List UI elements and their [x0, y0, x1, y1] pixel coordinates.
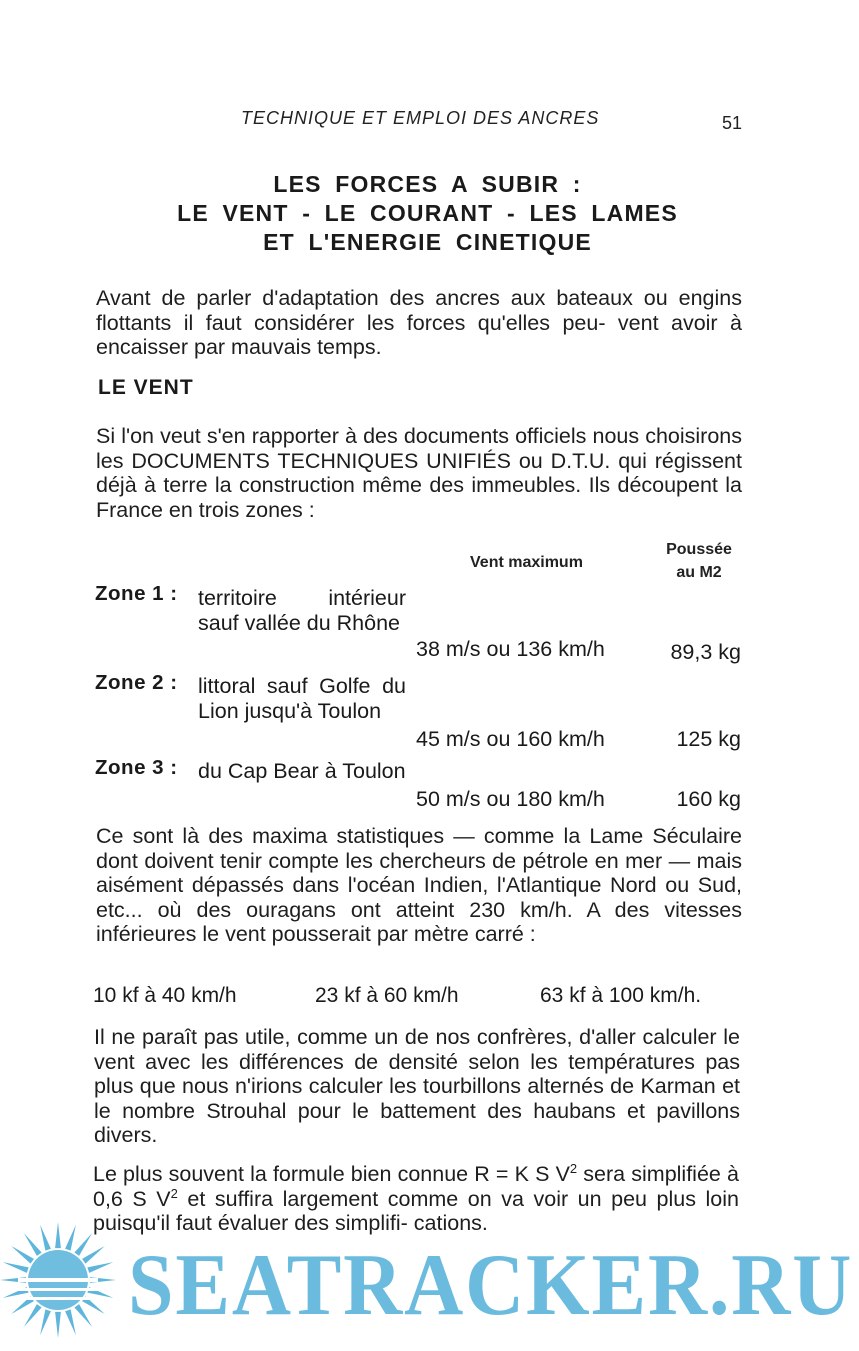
section-heading: LE VENT — [98, 376, 194, 399]
zone-description: territoire intérieur sauf vallée du Rhône — [198, 586, 406, 635]
chapter-title — [96, 170, 759, 257]
sun-ray — [74, 1233, 92, 1256]
sun-ray — [40, 1309, 51, 1335]
column-header-push-line-2: au M2 — [676, 564, 722, 581]
maxima-paragraph: Ce sont là des maxima statistiques — comme la Lame Séculaire dont doivent tenir compte les chercheurs de pétrole en mer — mais aisément dépassés dans l'océan Indien, l'Atlantique Nord ou Sud, etc... où des ouragans ont atteint 230 km/h. A des vitesses inférieures le vent pousserait par mètre carré : — [96, 824, 742, 946]
chapter-title-line-3: ET L'ENERGIE CINETIQUE — [263, 229, 592, 255]
sun-ray — [40, 1225, 51, 1251]
running-header: TECHNIQUE ET EMPLOI DES ANCRES — [241, 108, 600, 128]
watermark-text: SEATRACKER.RU — [128, 1237, 854, 1334]
chapter-title-line-2: LE VENT - LE COURANT - LES LAMES — [177, 200, 678, 226]
dtu-paragraph: Si l'on veut s'en rapporter à des documents officiels nous choisirons les DOCUMENTS TECHNIQUES UNIFIÉS ou D.T.U. qui régissent déjà à terre la construction même des immeubles. Ils découpent la France en trois zones : — [96, 424, 742, 522]
sun-ray — [11, 1246, 34, 1264]
zone-push: 125 kg — [676, 727, 741, 751]
speed-value: 23 kf à 60 km/h — [315, 984, 459, 1007]
formula-text: et suffira largement comme on va voir un peu plus loin puisqu'il faut évaluer des simplifi- cations. — [93, 1186, 739, 1235]
exponent: 2 — [170, 1185, 178, 1201]
zone-wind-max: 38 m/s ou 136 km/h — [416, 637, 605, 661]
zone-wind-max: 50 m/s ou 180 km/h — [416, 787, 605, 811]
intro-paragraph: Avant de parler d'adaptation des ancres aux bateaux ou engins flottants il faut considérer les forces qu'elles peu- vent avoir à encaisser par mauvais temps. — [96, 286, 742, 359]
speed-value: 10 kf à 40 km/h — [93, 984, 237, 1007]
zone-label: Zone 2 : — [95, 671, 178, 694]
sun-burst-icon — [0, 1222, 116, 1338]
column-header-push — [654, 538, 744, 584]
sun-ray — [74, 1304, 92, 1327]
sun-ray — [55, 1312, 61, 1338]
formula-text: sera simplifiée à 0,6 S V — [93, 1162, 739, 1211]
chapter-title-line-1: LES FORCES A SUBIR : — [273, 171, 582, 197]
zone-label: Zone 3 : — [95, 756, 178, 779]
sun-ray — [65, 1225, 76, 1251]
speed-value: 63 kf à 100 km/h. — [540, 984, 702, 1007]
sun-ray — [3, 1262, 29, 1273]
sun-ray — [24, 1233, 42, 1256]
page-number: 51 — [722, 113, 743, 133]
exponent: 2 — [569, 1160, 578, 1176]
zone-description: du Cap Bear à Toulon — [198, 759, 406, 783]
sun-ray — [82, 1246, 105, 1264]
sun-ray — [55, 1222, 61, 1248]
zone-push: 160 kg — [676, 787, 741, 811]
sun-ray — [87, 1262, 113, 1273]
formula-text: Le plus souvent la formule bien connue R = K S V — [93, 1162, 570, 1186]
column-header-wind: Vent maximum — [470, 554, 583, 571]
column-header-push-line-1: Poussée — [666, 541, 732, 558]
sun-ray — [24, 1304, 42, 1327]
zone-label: Zone 1 : — [95, 582, 178, 605]
sun-ray — [65, 1309, 76, 1335]
karman-paragraph: Il ne paraît pas utile, comme un de nos confrères, d'aller calculer le vent avec les différences de densité selon les températures pas plus que nous n'irions calculer les tourbillons alternés de Karman et le nombre Strouhal pour le battement des haubans et pavillons divers. — [94, 1025, 740, 1147]
zone-wind-max: 45 m/s ou 160 km/h — [416, 727, 605, 751]
zone-push: 89,3 kg — [670, 640, 741, 664]
zone-description: littoral sauf Golfe du Lion jusqu'à Toulon — [198, 674, 406, 723]
